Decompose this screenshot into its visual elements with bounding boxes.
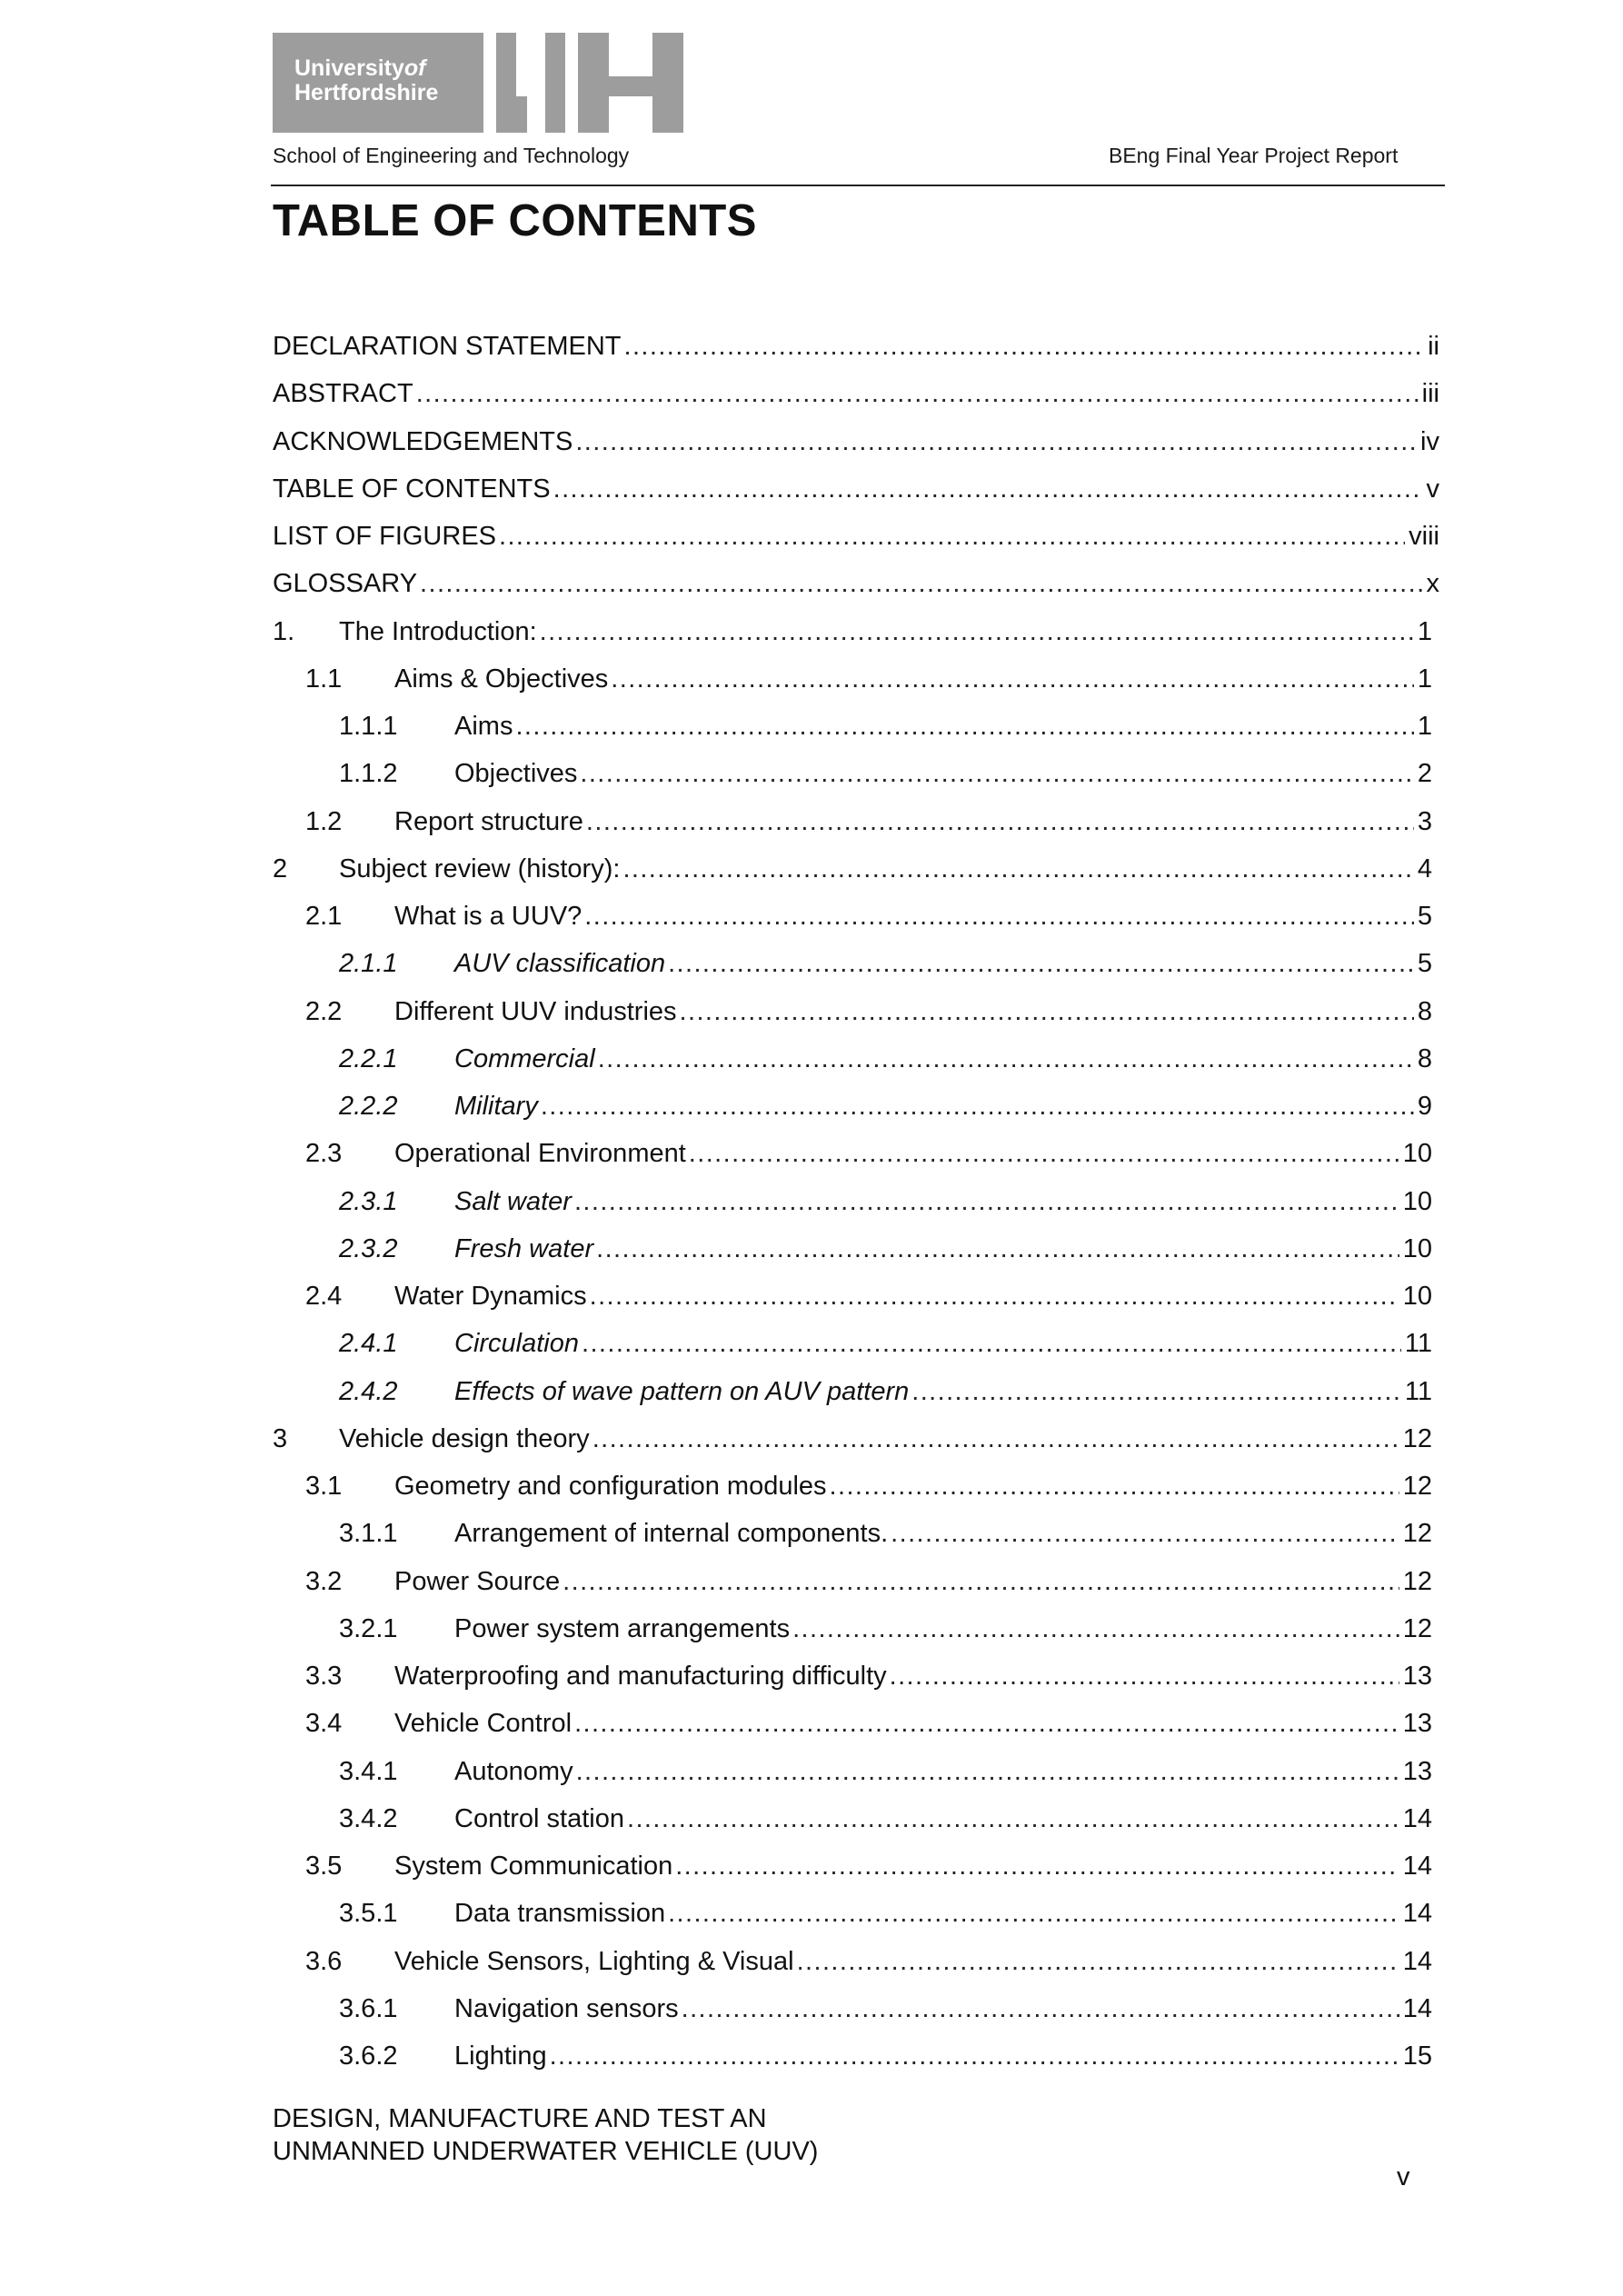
toc-entry-title: System Communication: [394, 1852, 673, 1882]
toc-entry-title: ABSTRACT: [273, 379, 413, 409]
toc-entry[interactable]: [273, 465, 1439, 513]
toc-entry[interactable]: [273, 1368, 1439, 1415]
toc-entry-leader-row: [273, 1233, 1439, 1264]
toc-entry-leader-row: [273, 854, 1439, 884]
toc-dot-leader: [797, 1946, 1399, 1977]
toc-entry[interactable]: [273, 988, 1439, 1035]
toc-entry-leader-row: [273, 1708, 1439, 1739]
toc-entry[interactable]: [273, 655, 1439, 703]
toc-entry-number: 3.6: [305, 1946, 343, 1976]
toc-entry-number: 2.2: [305, 996, 343, 1026]
logo-wordmark: [294, 56, 438, 105]
toc-entry-number: 2.4: [305, 1282, 343, 1312]
toc-entry[interactable]: [273, 1605, 1439, 1652]
header-school: School of Engineering and Technology: [273, 144, 630, 167]
toc-dot-leader: [590, 1281, 1399, 1312]
toc-entry-leader-row: [273, 1281, 1439, 1312]
toc-entry-leader-row: [273, 521, 1439, 552]
logo-h-right-stroke: [652, 33, 683, 133]
logo-line1: University: [294, 55, 404, 81]
toc-entry[interactable]: [273, 513, 1439, 560]
toc-dot-leader: [420, 568, 1422, 599]
toc-entry[interactable]: [273, 2032, 1439, 2080]
toc-dot-leader: [416, 378, 1419, 409]
toc-entry-title: DECLARATION STATEMENT: [273, 332, 622, 362]
toc-entry-number: 1.2: [305, 806, 343, 836]
toc-entry-title: Report structure: [394, 806, 583, 836]
toc-entry-page: 10: [1402, 1139, 1432, 1169]
toc-dot-leader: [682, 1993, 1399, 2024]
toc-entry-leader-row: [273, 1661, 1439, 1692]
toc-entry-title: Water Dynamics: [394, 1282, 587, 1312]
toc-entry[interactable]: [273, 1558, 1439, 1605]
toc-entry-title: Aims: [454, 712, 513, 742]
toc-entry-leader-row: [273, 1138, 1439, 1169]
toc-entry-page: 3: [1417, 806, 1432, 836]
toc-entry-leader-row: [273, 1946, 1439, 1977]
toc-entry[interactable]: [273, 1748, 1439, 1795]
toc-entry-leader-row: [273, 1376, 1439, 1407]
toc-entry-number: 1.1: [305, 664, 343, 694]
toc-entry-leader-row: [273, 1186, 1439, 1217]
toc-entry-page: 14: [1402, 1899, 1432, 1929]
toc-entry-page: 1: [1417, 616, 1432, 646]
toc-entry-title: Arrangement of internal components.: [454, 1519, 889, 1549]
toc-entry[interactable]: [273, 893, 1439, 940]
toc-dot-leader: [584, 901, 1414, 932]
toc-entry-page: 12: [1402, 1423, 1432, 1453]
toc-entry-leader-row: [273, 901, 1439, 932]
toc-dot-leader: [541, 1091, 1414, 1122]
toc-entry-leader-row: [273, 1518, 1439, 1549]
toc-entry[interactable]: [273, 1083, 1439, 1130]
logo-of: of: [403, 55, 426, 81]
toc-entry[interactable]: [273, 418, 1439, 465]
header-divider: [271, 185, 1445, 186]
toc-entry-number: 2.3: [305, 1139, 343, 1169]
toc-dot-leader: [598, 1043, 1414, 1074]
toc-entry-leader-row: [273, 948, 1439, 979]
toc-entry-page: 12: [1402, 1566, 1432, 1596]
toc-entry-number: 1.: [273, 616, 295, 646]
toc-dot-leader: [890, 1661, 1399, 1692]
toc-entry-title: GLOSSARY: [273, 569, 418, 599]
toc-entry-number: 2: [273, 854, 288, 883]
toc-entry-page: 14: [1402, 1993, 1432, 2023]
toc-entry-page: 14: [1402, 1946, 1432, 1976]
toc-entry-title: Vehicle Control: [394, 1709, 573, 1739]
toc-entry-number: 3.1: [305, 1472, 343, 1502]
toc-entry[interactable]: [273, 1652, 1439, 1700]
toc-entry-page: 10: [1402, 1282, 1432, 1312]
toc-entry-number: 3.4.1: [339, 1756, 398, 1786]
toc-entry-leader-row: [273, 1091, 1439, 1122]
toc-dot-leader: [911, 1376, 1401, 1407]
toc-entry-leader-row: [273, 1043, 1439, 1074]
toc-entry-page: viii: [1409, 522, 1439, 552]
toc-entry-leader-row: [273, 1803, 1439, 1834]
toc-entry[interactable]: [273, 1130, 1439, 1177]
toc-entry[interactable]: [273, 703, 1439, 750]
toc-entry-number: 2.4.1: [339, 1329, 398, 1359]
toc-entry[interactable]: [273, 1510, 1439, 1557]
toc-dot-leader: [499, 521, 1405, 552]
toc-entry-page: 14: [1402, 1852, 1432, 1882]
toc-entry-leader-row: [273, 996, 1439, 1027]
toc-entry-number: 1.1.2: [339, 759, 398, 789]
toc-entry-number: 3.5.1: [339, 1899, 398, 1929]
toc-dot-leader: [622, 854, 1413, 884]
toc-entry-number: 3.1.1: [339, 1519, 398, 1549]
toc-entry-page: 12: [1402, 1472, 1432, 1502]
university-logo: [273, 33, 683, 133]
toc-entry-number: 3.4.2: [339, 1803, 398, 1833]
toc-entry-title: Power system arrangements: [454, 1613, 791, 1643]
toc-entry-title: Commercial: [454, 1043, 595, 1073]
toc-dot-leader: [580, 758, 1413, 789]
toc-entry-number: 3.5: [305, 1852, 343, 1882]
toc-entry-leader-row: [273, 806, 1439, 837]
toc-entry-page: 13: [1402, 1662, 1432, 1692]
toc-dot-leader: [680, 996, 1414, 1027]
toc-dot-leader: [574, 1186, 1399, 1217]
toc-entry-number: 2.1.1: [339, 949, 398, 979]
footer-title-line1: DESIGN, MANUFACTURE AND TEST AN: [273, 2104, 767, 2133]
toc-entry-leader-row: [273, 1566, 1439, 1597]
toc-entry-number: 2.4.2: [339, 1376, 398, 1406]
toc-entry-number: 2.3.2: [339, 1233, 398, 1263]
toc-entry-title: Circulation: [454, 1329, 579, 1359]
toc-dot-leader: [574, 1708, 1399, 1739]
toc-entry-number: 1.1.1: [339, 712, 398, 742]
toc-entry[interactable]: [273, 1320, 1439, 1367]
toc-entry-page: iii: [1421, 379, 1439, 409]
toc-entry-leader-row: [273, 378, 1439, 409]
toc-entry[interactable]: [273, 1985, 1439, 2032]
footer-report-title: [273, 2102, 818, 2168]
page-number: v: [1397, 2162, 1410, 2191]
toc-entry-leader-row: [273, 426, 1439, 457]
toc-dot-leader: [596, 1233, 1399, 1264]
toc-entry-page: 8: [1417, 1043, 1432, 1073]
toc-entry-title: Data transmission: [454, 1899, 666, 1929]
toc-entry-title: AUV classification: [454, 949, 666, 979]
toc-entry-page: 11: [1404, 1376, 1432, 1406]
toc-entry[interactable]: [273, 1415, 1439, 1462]
toc-entry[interactable]: [273, 1225, 1439, 1273]
toc-entry[interactable]: [273, 845, 1439, 893]
toc-entry-leader-row: [273, 331, 1439, 362]
toc-entry-title: The Introduction:: [339, 616, 537, 646]
toc-entry-title: Autonomy: [454, 1756, 573, 1786]
toc-entry-number: 3.3: [305, 1662, 343, 1692]
toc-dot-leader: [592, 1423, 1399, 1454]
toc-entry-page: x: [1426, 569, 1439, 599]
toc-entry-page: 12: [1402, 1519, 1432, 1549]
toc-entry-page: 10: [1402, 1186, 1432, 1216]
toc-entry-title: Objectives: [454, 759, 578, 789]
toc-entry-leader-row: [273, 1993, 1439, 2024]
toc-entry-page: 12: [1402, 1613, 1432, 1643]
toc-dot-leader: [891, 1518, 1399, 1549]
toc-entry[interactable]: [273, 1890, 1439, 1937]
toc-entry-number: 2.3.1: [339, 1186, 398, 1216]
toc-entry-page: 13: [1402, 1709, 1432, 1739]
toc-entry[interactable]: [273, 750, 1439, 797]
toc-entry-title: ACKNOWLEDGEMENTS: [273, 426, 573, 456]
toc-entry-page: 10: [1402, 1233, 1432, 1263]
toc-dot-leader: [668, 948, 1414, 979]
toc-entry-title: TABLE OF CONTENTS: [273, 474, 551, 504]
toc-entry[interactable]: [273, 1178, 1439, 1225]
toc-entry-page: 14: [1402, 1803, 1432, 1833]
toc-entry-leader-row: [273, 1898, 1439, 1929]
toc-entry-leader-row: [273, 616, 1439, 647]
toc-dot-leader: [576, 1756, 1399, 1787]
toc-entry[interactable]: [273, 560, 1439, 607]
toc-entry-page: 2: [1417, 759, 1432, 789]
toc-entry-title: Navigation sensors: [454, 1993, 679, 2023]
toc-entry[interactable]: [273, 1795, 1439, 1842]
logo-u-bottom: [509, 96, 527, 133]
toc-entry-leader-row: [273, 711, 1439, 742]
toc-dot-leader: [792, 1613, 1399, 1644]
toc-entry[interactable]: [273, 608, 1439, 655]
toc-entry-title: Vehicle design theory: [339, 1423, 590, 1453]
toc-dot-leader: [563, 1566, 1399, 1597]
toc-entry-title: Operational Environment: [394, 1139, 686, 1169]
toc-entry-title: Vehicle Sensors, Lighting & Visual: [394, 1946, 794, 1976]
toc-dot-leader: [623, 331, 1424, 362]
toc-entry-title: Salt water: [454, 1186, 572, 1216]
toc-entry-page: 11: [1404, 1329, 1432, 1359]
toc-entry-leader-row: [273, 1471, 1439, 1502]
toc-entry-leader-row: [273, 1851, 1439, 1882]
toc-dot-leader: [627, 1803, 1399, 1834]
toc-entry-leader-row: [273, 1328, 1439, 1359]
toc-entry[interactable]: [273, 1035, 1439, 1083]
toc-entry[interactable]: [273, 370, 1439, 417]
toc-entry-number: 2.1: [305, 902, 343, 932]
toc-entry-title: Power Source: [394, 1566, 561, 1596]
toc-entry[interactable]: [273, 1700, 1439, 1747]
toc-entry-page: 1: [1417, 712, 1432, 742]
toc-dot-leader: [582, 1328, 1401, 1359]
toc-entry-title: Control station: [454, 1803, 624, 1833]
toc-entry-title: Aims & Objectives: [394, 664, 609, 694]
toc-dot-leader: [830, 1471, 1399, 1502]
toc-dot-leader: [675, 1851, 1399, 1882]
toc-entry-number: 3.6.2: [339, 2041, 398, 2071]
toc-entry-number: 2.2.1: [339, 1043, 398, 1073]
toc-entry-page: 13: [1402, 1756, 1432, 1786]
toc-entry-leader-row: [273, 1756, 1439, 1787]
toc-entry-page: 4: [1417, 854, 1432, 883]
toc-entry-leader-row: [273, 568, 1439, 599]
toc-entry[interactable]: [273, 1462, 1439, 1510]
toc-entry-page: 8: [1417, 996, 1432, 1026]
toc-dot-leader: [550, 2041, 1399, 2071]
toc-entry[interactable]: [273, 323, 1439, 370]
toc-entry[interactable]: [273, 798, 1439, 845]
toc-dot-leader: [515, 711, 1413, 742]
toc-entry-title: Effects of wave pattern on AUV pattern: [454, 1376, 910, 1406]
header-report-type: BEng Final Year Project Report: [1109, 144, 1399, 167]
toc-entry-page: 5: [1417, 949, 1432, 979]
toc-entry[interactable]: [273, 1273, 1439, 1320]
toc-entry-title: Lighting: [454, 2041, 547, 2071]
toc-dot-leader: [586, 806, 1414, 837]
footer-title-line2: UNMANNED UNDERWATER VEHICLE (UUV): [273, 2137, 819, 2166]
toc-dot-leader: [575, 426, 1417, 457]
logo-u-right-stroke: [545, 33, 565, 133]
toc-entry-page: 1: [1417, 664, 1432, 694]
toc-entry-title: Geometry and configuration modules: [394, 1472, 827, 1502]
toc-entry-leader-row: [273, 2041, 1439, 2071]
toc-dot-leader: [540, 616, 1414, 647]
toc-entry-leader-row: [273, 1613, 1439, 1644]
toc-entry-page: 15: [1402, 2041, 1432, 2071]
toc-entry-number: 3.2.1: [339, 1613, 398, 1643]
toc-entry-page: v: [1426, 474, 1439, 504]
toc-entry-leader-row: [273, 758, 1439, 789]
table-of-contents: [273, 323, 1439, 2080]
logo-line2: Hertfordshire: [294, 80, 439, 105]
toc-entry-leader-row: [273, 664, 1439, 694]
page-title: TABLE OF CONTENTS: [273, 196, 757, 245]
toc-entry-leader-row: [273, 1423, 1439, 1454]
toc-dot-leader: [611, 664, 1414, 694]
toc-entry[interactable]: [273, 1938, 1439, 1985]
toc-entry-number: 3.2: [305, 1566, 343, 1596]
toc-entry[interactable]: [273, 940, 1439, 987]
toc-entry-title: Fresh water: [454, 1233, 594, 1263]
toc-dot-leader: [553, 474, 1423, 504]
toc-entry-page: 5: [1417, 902, 1432, 932]
toc-entry-number: 2.2.2: [339, 1092, 398, 1122]
toc-entry-leader-row: [273, 474, 1439, 504]
toc-entry[interactable]: [273, 1842, 1439, 1890]
toc-entry-number: 3.6.1: [339, 1993, 398, 2023]
toc-entry-number: 3: [273, 1423, 288, 1453]
logo-wordmark-box: [273, 33, 483, 133]
toc-entry-page: iv: [1420, 426, 1439, 456]
toc-entry-title: What is a UUV?: [394, 902, 582, 932]
toc-entry-number: 3.4: [305, 1709, 343, 1739]
toc-entry-page: ii: [1428, 332, 1439, 362]
toc-entry-title: Military: [454, 1092, 538, 1122]
toc-entry-title: LIST OF FIGURES: [273, 522, 497, 552]
toc-entry-title: Subject review (history):: [339, 854, 621, 883]
toc-entry-title: Different UUV industries: [394, 996, 677, 1026]
toc-entry-page: 9: [1417, 1092, 1432, 1122]
toc-dot-leader: [668, 1898, 1399, 1929]
toc-entry-title: Waterproofing and manufacturing difficulty: [394, 1662, 887, 1692]
toc-dot-leader: [689, 1138, 1399, 1169]
